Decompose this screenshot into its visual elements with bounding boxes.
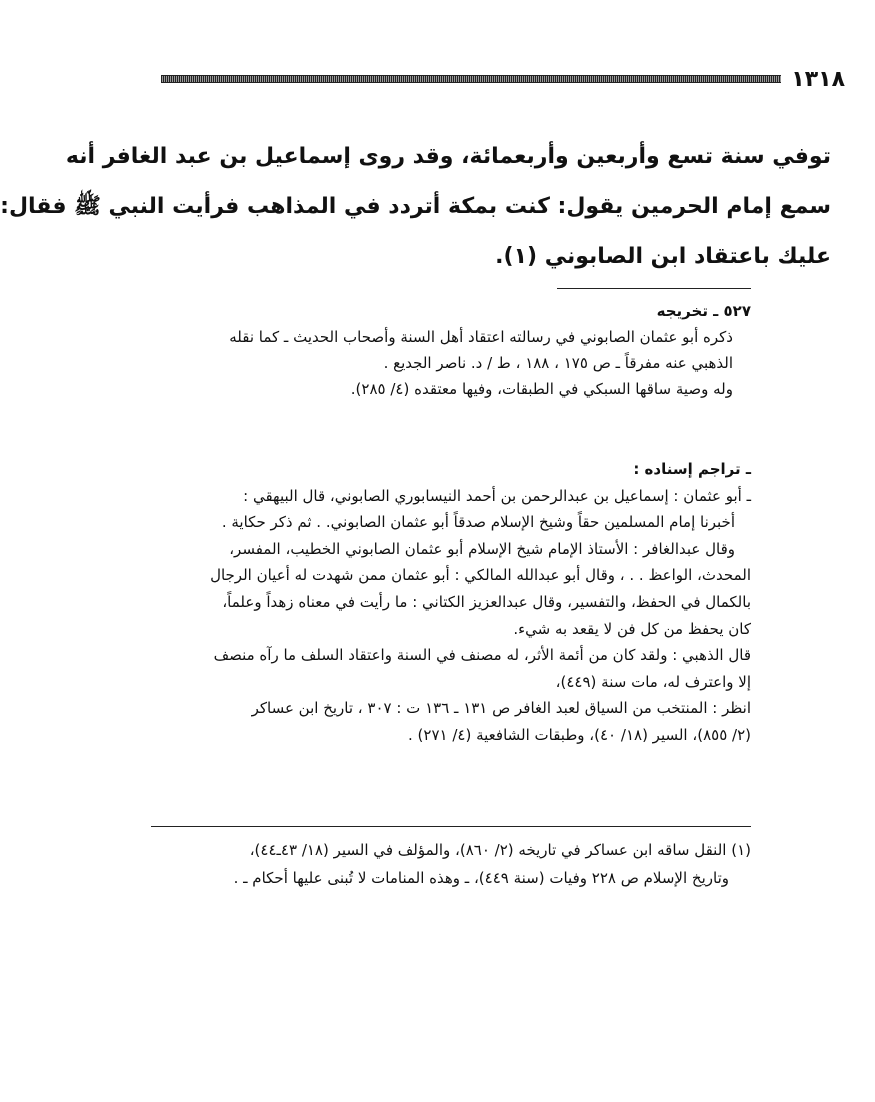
tarajim-line: كان يحفظ من كل فن لا يقعد به شيء. [513,619,751,638]
tarajim-line: (٢/ ٨٥٥)، السير (١٨/ ٤٠)، وطبقات الشافعية (٤/ ٢٧١) . [408,725,751,744]
footnote-line: وتاريخ الإسلام ص ٢٢٨ وفيات (سنة ٤٤٩)، ـ وهذه المنامات لا تُبنى عليها أحكام ـ . [233,869,729,887]
page-number: ١٣١٨ [791,66,845,92]
tarajim-line: أخبرنا إمام المسلمين حقاً وشيخ الإسلام صدقاً أبو عثمان الصابوني. . ثم ذكر حكاية . [221,513,735,532]
takhrij-line: ذكره أبو عثمان الصابوني في رسالته اعتقاد أهل السنة وأصحاب الحديث ـ كما نقله [229,328,733,346]
footnotes [163,836,751,892]
main-line: توفي سنة تسع وأربعين وأربعمائة، وقد روى إسماعيل بن عبد الغافر أنه [65,144,831,169]
tarajim-line: قال الذهبي : ولقد كان من أئمة الأثر، له مصنف في السنة واعتقاد السلف ما رآه منصف [213,646,751,665]
tarajim-line: المحدث، الواعظ . . ، وقال أبو عبدالله المالكي : أبو عثمان ممن شهدت له أعيان الرجال [210,566,751,585]
tarajim-line: وقال عبدالغافر : الأستاذ الإمام شيخ الإسلام أبو عثمان الصابوني الخطيب، المفسر، [229,539,735,558]
tarajim-line: إلا واعترف له، مات سنة (٤٤٩)، [555,672,751,691]
takhrij-line: وله وصية ساقها السبكي في الطبقات، وفيها معتقده (٤/ ٢٨٥). [350,380,733,398]
tarajim-line: انظر : المنتخب من السياق لعبد الغافر ص ١٣١ ـ ١٣٦ ت : ٣٠٧ ، تاريخ ابن عساكر [251,699,751,718]
takhrij-line: الذهبي عنه مفرقاً ـ ص ١٧٥ ، ١٨٨ ، ط / د. ناصر الجديع . [383,354,733,372]
tarajim-heading: ـ تراجم إسناده : [633,460,751,478]
takhrij-section [163,298,751,402]
tarajim-section [153,456,751,749]
tarajim-line: ـ أبو عثمان : إسماعيل بن عبدالرحمن بن أحمد النيسابوري الصابوني، قال البيهقي : [243,486,751,505]
section-divider [557,288,751,289]
main-paragraph [0,132,831,282]
footnote-divider [151,826,751,827]
takhrij-heading: ٥٢٧ ـ تخريجه [656,302,751,320]
footnote-line: (١) النقل ساقه ابن عساكر في تاريخه (٢/ ٨٦٠)، والمؤلف في السير (١٨/ ٤٣ـ٤٤)، [249,841,751,859]
main-line: عليك باعتقاد ابن الصابوني (١). [495,244,831,269]
main-line: سمع إمام الحرمين يقول: كنت بمكة أتردد في المذاهب فرأيت النبي ﷺ فقال: [0,194,831,219]
page-header [161,62,845,96]
tarajim-line: بالكمال في الحفظ، والتفسير، وقال عبدالعزيز الكتاني : ما رأيت في معناه زهداً وعلماً، [222,592,751,611]
header-rule [161,75,781,83]
